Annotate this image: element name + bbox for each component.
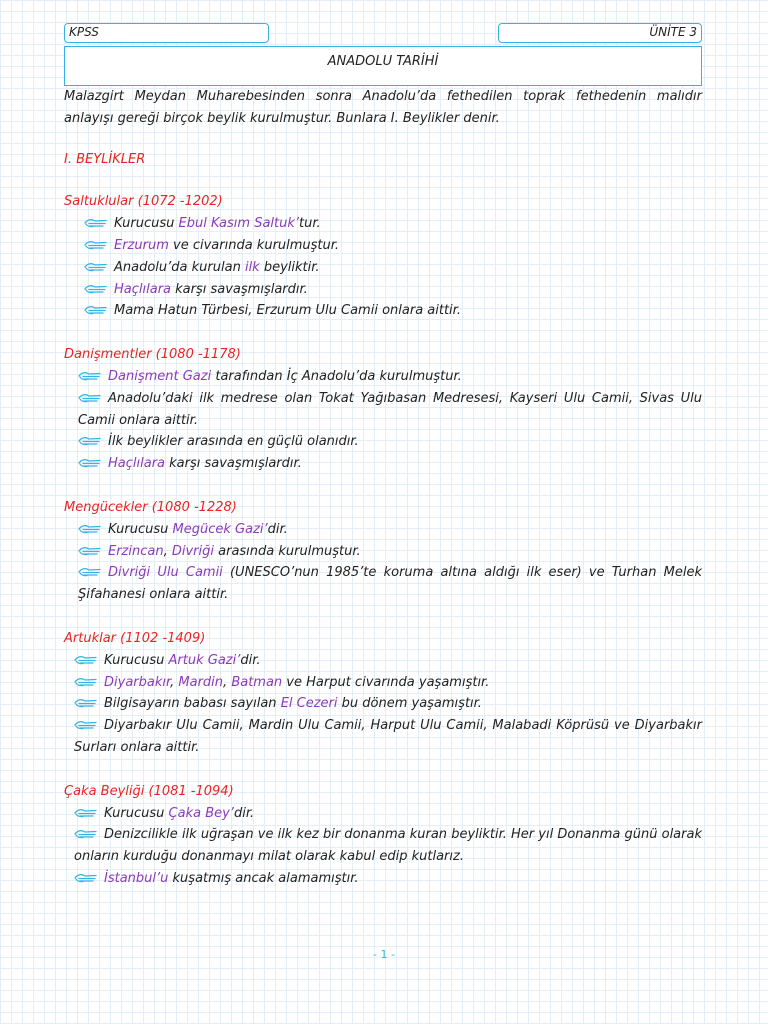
hand-pointer-icon [74,829,98,839]
list-item [64,519,702,541]
item-text: ve civarında kurulmuştur. [168,237,340,253]
list-item [64,257,702,279]
hand-pointer-icon [74,873,98,883]
highlighted-text: Diyarbakır [104,674,171,690]
item-text: Bilgisayarın babası sayılan [104,696,281,712]
item-text: tur. [299,216,321,232]
list-item [64,366,702,388]
hand-pointer-icon [78,567,102,577]
page-number: - 1 - [373,948,395,961]
item-text: Diyarbakır Ulu Camii, Mardin Ulu Camii, Harput Ulu Camii, Malabadi Köprüsü ve Diyarbakır Surları onlara aittir. [74,718,702,755]
intro-paragraph: Malazgirt Meydan Muharebesinden sonra Anadolu’da fethedilen toprak fethedenin malıdır anlayışı gereği birçok beylik kurulmuştur. Bunlara I. Beylikler denir. [64,89,702,126]
list-item [64,279,702,301]
page-title: ANADOLU TARİHİ [327,54,439,69]
header-unit: ÜNİTE 3 [649,25,697,39]
hand-pointer-icon [78,393,102,403]
hand-pointer-icon [84,305,108,315]
sections-container [64,191,702,889]
item-text: Kurucusu [104,805,169,821]
item-text: kuşatmış ancak alamamıştır. [168,870,359,886]
list-item [64,453,702,475]
highlighted-text: Megücek Gazi’ [172,521,268,537]
item-text: Kurucusu [114,216,179,232]
list-item [64,388,702,432]
item-text: Anadolu’daki ilk medrese olan Tokat Yağıbasan Medresesi, Kayseri Ulu Camii, Sivas Ulu Camii onlara aittir. [78,390,702,428]
hand-pointer-icon [78,436,102,446]
list-item [64,213,702,235]
list-item [64,541,702,563]
header-subject: KPSS [69,25,99,39]
page-title-box [64,46,702,86]
item-text: dir. [240,652,261,668]
item-text: arasında kurulmuştur. [214,543,361,559]
list-item [64,672,702,694]
highlighted-text: Divriği Ulu Camii [108,565,223,581]
hand-pointer-icon [78,546,102,556]
hand-pointer-icon [74,808,98,818]
list-item [64,300,702,322]
list-item [64,715,702,759]
highlighted-text: ilk [244,259,260,275]
item-text: karşı savaşmışlardır. [171,281,308,297]
item-text: , [223,674,232,690]
item-text: karşı savaşmışlardır. [165,456,302,472]
section-title: Saltuklular (1072 -1202) [64,194,223,210]
item-text: tarafından İç Anadolu’da kurulmuştur. [211,368,462,384]
item-text: İlk beylikler arasında en güçlü olanıdır. [108,434,359,450]
highlighted-text: Çaka Bey’ [168,805,234,821]
section-title: Çaka Beyliği (1081 -1094) [64,783,234,799]
hand-pointer-icon [78,371,102,381]
hand-pointer-icon [74,720,98,730]
item-text: , [170,674,179,690]
hand-pointer-icon [84,262,108,272]
item-text: Denizcilikle ilk uğraşan ve ilk kez bir donanma kuran beyliktir. Her yıl Donanma günü olarak onların kurduğu donanmayı milat olarak kabul edip kutlarız. [74,827,702,865]
item-text: dir. [267,521,288,537]
hand-pointer-icon [78,524,102,534]
highlighted-text: Artuk Gazi’ [168,652,241,668]
header-subject-box [64,23,269,43]
item-text: Kurucusu [108,521,173,537]
hand-pointer-icon [84,218,108,228]
item-text: (UNESCO’nun 1985’te koruma altına aldığı ilk eser) ve Turhan Melek Şifahanesi onlara aittir. [78,565,702,603]
hand-pointer-icon [78,458,102,468]
highlighted-text: Ebul Kasım Saltuk’ [178,216,300,232]
highlighted-text: Divriği [171,543,214,559]
highlighted-text: Batman [231,674,283,690]
item-text: Mama Hatun Türbesi, Erzurum Ulu Camii onlara aittir. [114,303,461,319]
highlighted-text: Haçlılara [108,456,166,472]
highlighted-text: El Cezeri [280,696,338,712]
section-title: Mengücekler (1080 -1228) [64,499,237,515]
item-text: ve Harput civarında yaşamıştır. [282,674,490,690]
highlighted-text: Mardin [178,674,224,690]
hand-pointer-icon [74,698,98,708]
main-heading: I. BEYLİKLER [64,151,146,167]
section-title: Artuklar (1102 -1409) [64,630,206,646]
highlighted-text: Erzincan [108,543,164,559]
hand-pointer-icon [74,677,98,687]
list-item [64,431,702,453]
hand-pointer-icon [84,284,108,294]
item-text: beyliktir. [259,259,320,275]
list-item [64,562,702,606]
header-unit-box [498,23,702,43]
item-text: Anadolu’da kurulan [114,259,245,275]
item-text: Kurucusu [104,652,169,668]
highlighted-text: Danişment Gazi [108,368,212,384]
highlighted-text: Haçlılara [114,281,172,297]
list-item [64,824,702,868]
item-text: bu dönem yaşamıştır. [337,696,482,712]
section-title: Danişmentler (1080 -1178) [64,347,241,363]
hand-pointer-icon [74,655,98,665]
list-item [64,650,702,672]
hand-pointer-icon [84,240,108,250]
page-content [64,86,702,890]
list-item [64,868,702,890]
item-text: dir. [233,805,255,821]
list-item [64,803,702,825]
highlighted-text: İstanbul’u [104,870,169,886]
list-item [64,693,702,715]
item-text: , [163,543,172,559]
list-item [64,235,702,257]
highlighted-text: Erzurum [114,237,169,253]
